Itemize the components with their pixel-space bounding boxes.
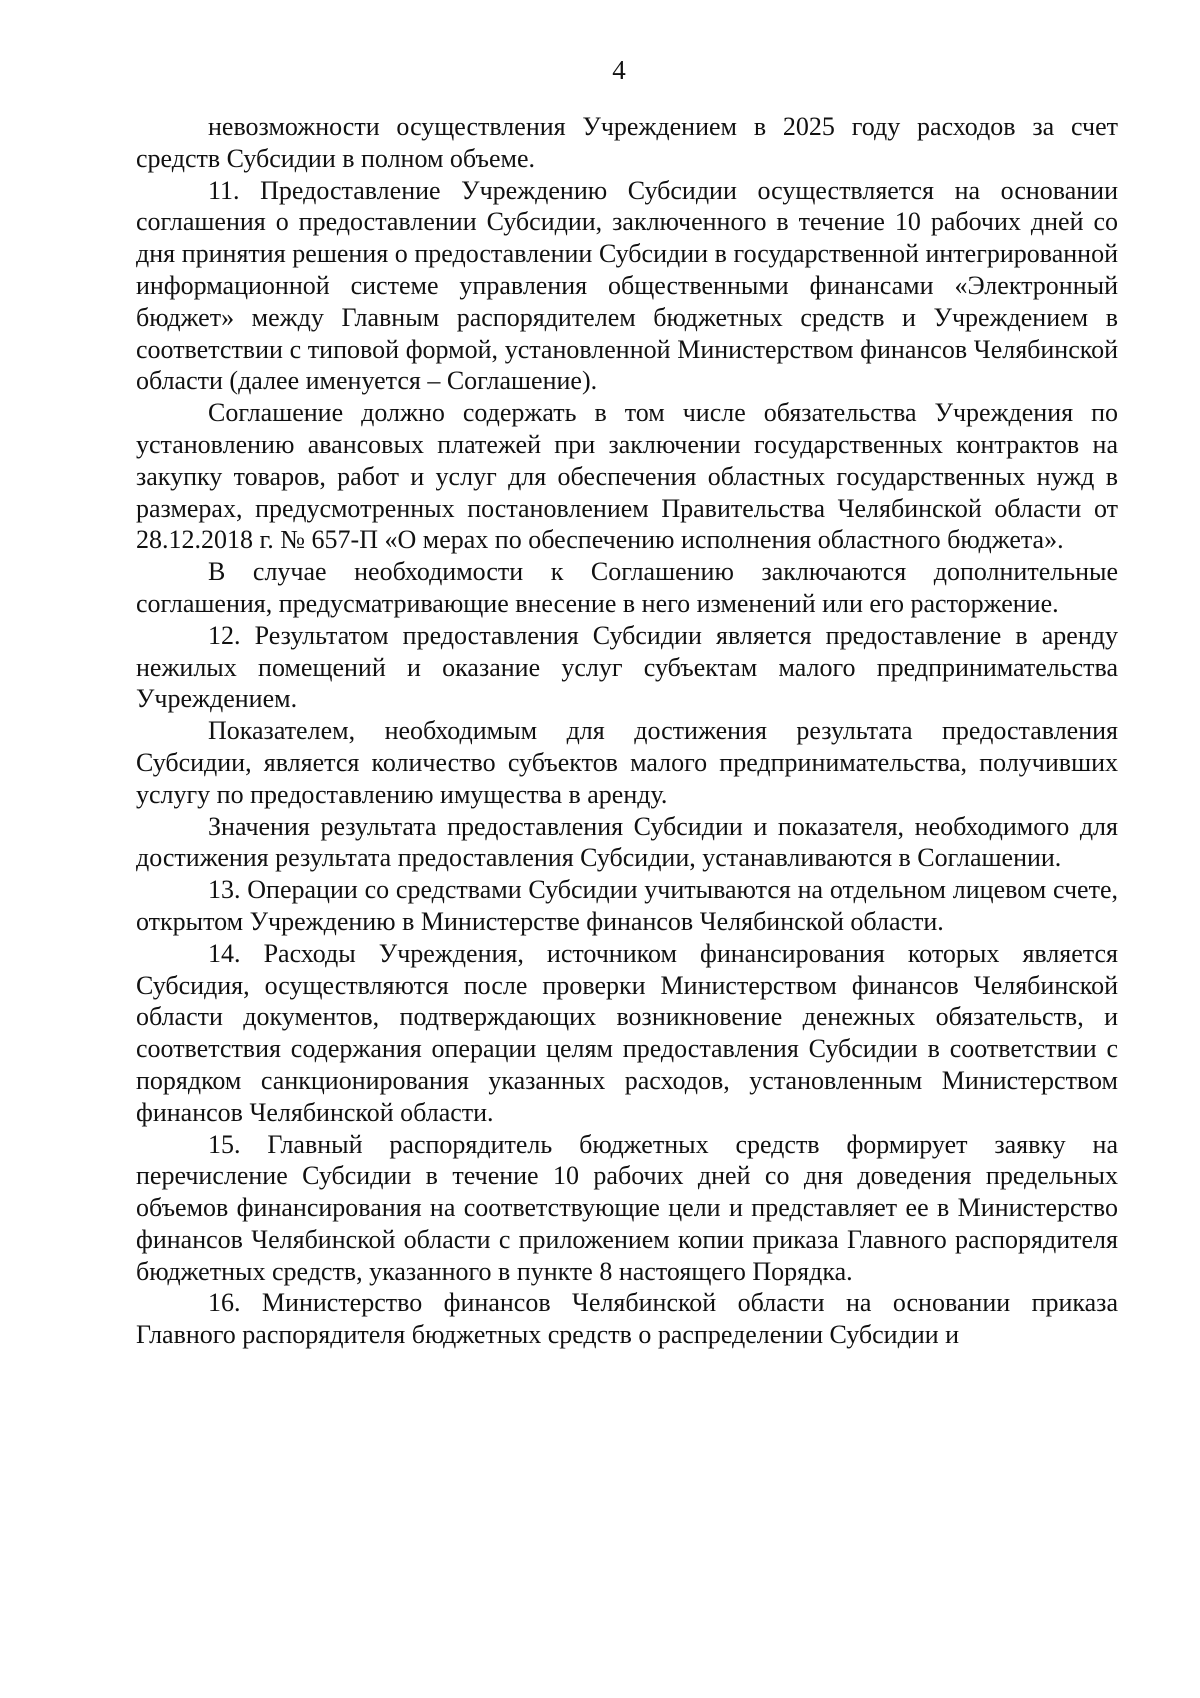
page-number: 4	[612, 55, 626, 85]
paragraph-clause-13: 13. Операции со средствами Субсидии учитываются на отдельном лицевом счете, открытом Учреждению в Министерстве финансов Челябинской области.	[136, 875, 1118, 936]
paragraph-clause-16: 16. Министерство финансов Челябинской области на основании приказа Главного распорядителя бюджетных средств о распределении Субсидии и	[136, 1288, 1118, 1350]
document-body	[136, 111, 1118, 1351]
paragraph-clause-11: 11. Предоставление Учреждению Субсидии осуществляется на основании соглашения о предоставлении Субсидии, заключенного в течение 10 рабочих дней со дня принятия решения о предоставлении Субсидии в государственной интегрированной информационной системе управления общественными финансами «Электронный бюджет» между Главным распорядителем бюджетных средств и Учреждением в соответствии с типовой формой, установленной Министерством финансов Челябинской области (далее именуется – Соглашение).	[136, 175, 1118, 396]
paragraph-values: Значения результата предоставления Субсидии и показателя, необходимого для достижения результата предоставления Субсидии, устанавливаются в Соглашении.	[136, 811, 1118, 873]
paragraph-clause-14: 14. Расходы Учреждения, источником финансирования которых является Субсидия, осуществляются после проверки Министерством финансов Челябинской области документов, подтверждающих возникновение денежных обязательств, и соответствия содержания операции целям предоставления Субсидии в соответствии с порядком санкционирования указанных расходов, установленным Министерством финансов Челябинской области.	[136, 938, 1118, 1127]
paragraph-additional-agreements: В случае необходимости к Соглашению заключаются дополнительные соглашения, предусматривающие внесение в него изменений или его расторжение.	[136, 557, 1118, 618]
paragraph-continuation: невозможности осуществления Учреждением в 2025 году расходов за счет средств Субсидии в полном объеме.	[136, 112, 1118, 173]
paragraph-clause-12: 12. Результатом предоставления Субсидии является предоставление в аренду нежилых помещений и оказание услуг субъектам малого предпринимательства Учреждением.	[136, 620, 1118, 714]
paragraph-indicator: Показателем, необходимым для достижения результата предоставления Субсидии, является количество субъектов малого предпринимательства, получивших услугу по предоставлению имущества в аренду.	[136, 716, 1118, 809]
paragraph-agreement-obligations: Соглашение должно содержать в том числе обязательства Учреждения по установлению авансовых платежей при заключении государственных контрактов на закупку товаров, работ и услуг для обеспечения областных государственных нужд в размерах, предусмотренных постановлением Правительства Челябинской области от 28.12.2018 г. № 657-П «О мерах по обеспечению исполнения областного бюджета».	[136, 398, 1118, 555]
paragraph-clause-15: 15. Главный распорядитель бюджетных средств формирует заявку на перечисление Субсидии в течение 10 рабочих дней со дня доведения предельных объемов финансирования на соответствующие цели и представляет ее в Министерство финансов Челябинской области с приложением копии приказа Главного распорядителя бюджетных средств, указанного в пункте 8 настоящего Порядка.	[136, 1129, 1118, 1286]
